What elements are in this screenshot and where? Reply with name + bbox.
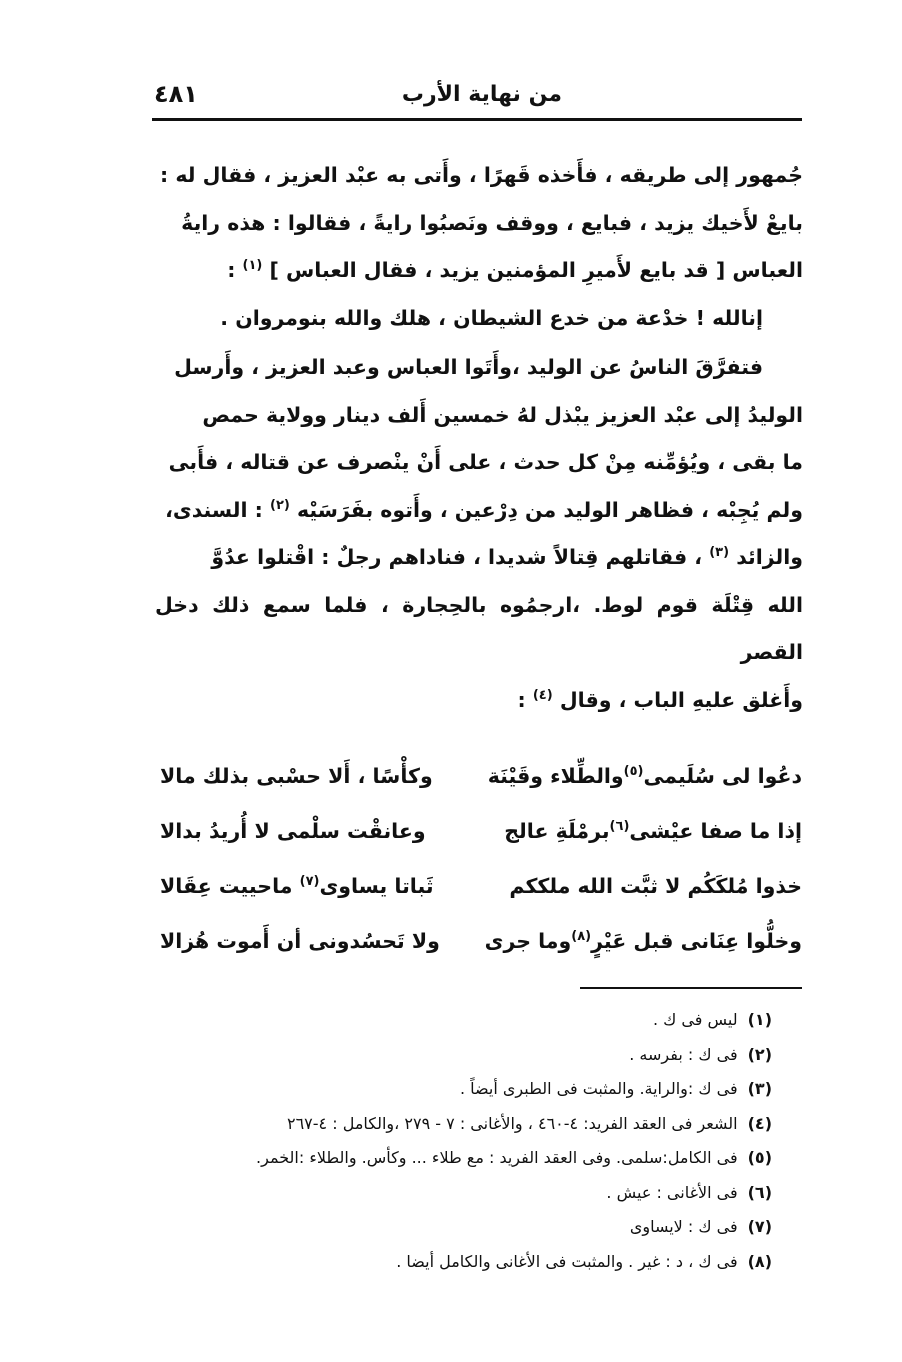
- footnote-ref: (٥): [623, 763, 644, 779]
- footnote-text: فى ك : لايساوى: [629, 1217, 738, 1236]
- running-title: من نهاية الأرب: [401, 82, 562, 107]
- paragraph-continuation: [155, 392, 803, 725]
- footnote-ref: (٧): [299, 873, 320, 889]
- first-hemistich: [485, 929, 802, 953]
- first-hemistich: خذوا مُلكَكُم لا ثبَّت الله ملككم: [509, 873, 802, 898]
- footnote: [160, 1210, 772, 1245]
- text-line: :: [517, 687, 526, 712]
- footnote-number: (٧): [747, 1217, 772, 1236]
- footnote-text: فى ك ، د : غير . والمثبت فى الأغانى والكامل أيضا .: [396, 1251, 738, 1271]
- footnote-number: (٨): [747, 1251, 772, 1271]
- poem-verse: [160, 803, 802, 858]
- second-hemistich: وعانقْت سلْمى لا أُريدُ بدالا: [160, 818, 426, 843]
- hemistich-text: ثَباتا يساوى: [319, 873, 434, 898]
- footnote-ref: (٨): [571, 928, 592, 944]
- footnote-number: (١): [747, 1010, 772, 1029]
- footnote-number: (٦): [747, 1182, 772, 1202]
- footnote-ref: (٤): [532, 687, 553, 703]
- text-line: فتفرَّقَ الناسُ عن الوليد ،وأَتَوا العباس وعبد العزيز ، وأَرسل: [174, 355, 763, 379]
- text-line: بايعْ لأَخيك يزيد ، فبايع ، ووقف ونَصبُوا رايةً ، فقالوا : هذه رايةُ: [181, 210, 803, 235]
- footnote-divider: [580, 987, 802, 989]
- poem: [160, 748, 802, 968]
- footnote: [160, 1107, 772, 1142]
- first-hemistich: [488, 764, 802, 788]
- hemistich-text: وما جرى: [484, 928, 572, 953]
- quote-line: [155, 295, 803, 343]
- footnote-ref: (١): [242, 258, 263, 274]
- footnote-text: فى الكامل:سلمى. وفى العقد الفريد : مع طلاء ... وكأس. والطلاء :الخمر.: [256, 1148, 738, 1167]
- text-line: :: [227, 258, 236, 282]
- hemistich-text: ماحييت عِقَالا: [160, 873, 293, 898]
- hemistich-text: دعُوا لى سُلَيمى: [643, 763, 802, 788]
- footnote: [160, 1038, 772, 1073]
- footnote-number: (٥): [747, 1148, 772, 1167]
- hemistich-text: وخلُّوا عِنَانى قبل عَيْرٍ: [591, 928, 802, 953]
- paragraph: [155, 344, 803, 392]
- paragraph: [155, 152, 803, 295]
- poem-verse: [160, 858, 802, 913]
- text-line: ما بقى ، ويُؤمِّنه مِنْ كل حدث ، على أَنْ ينْصرف عن قتاله ، فأَبى: [168, 450, 803, 474]
- footnote: [160, 1003, 772, 1038]
- footnote-ref: (٢): [270, 497, 290, 513]
- footnote-text: فى الأغانى : عيش .: [606, 1182, 738, 1202]
- footnote-number: (٣): [747, 1079, 772, 1098]
- hemistich-text: والطِّلاء وقَيْنَة: [487, 763, 624, 788]
- text-line: الله قِتْلَة قوم لوط. ،ارجمُوه بالحِجارة ، فلما سمع ذلك دخل القصر: [155, 592, 803, 664]
- text-line: ، فقاتلهم قِتالاً شديدا ، فناداهم رجلٌ : اقْتلوا عدُوَّ: [211, 545, 703, 569]
- footnote-ref: (٦): [609, 818, 630, 834]
- text-line: ولم يُجِبْه ، فظاهر الوليد من دِرْعين ، وأَتوه بفَرَسَيْه: [296, 497, 803, 522]
- hemistich-text: إذا ما صفا عيْشى: [629, 818, 802, 843]
- footnote-text: الشعر فى العقد الفريد: ٤-٤٦٠ ، والأغانى : ٧ - ٢٧٩ ،والكامل : ٤-٢٦٧: [286, 1113, 738, 1133]
- second-hemistich: [160, 874, 434, 898]
- text-line: وأَغلق عليهِ الباب ، وقال: [559, 687, 803, 712]
- poem-verse: [160, 748, 802, 803]
- footnote: [160, 1176, 772, 1211]
- second-hemistich: ولا تَحسُدونى أن أَموت هُزالا: [160, 928, 440, 953]
- footnote-ref: (٣): [709, 545, 730, 561]
- first-hemistich: [504, 819, 802, 843]
- footnote: [160, 1245, 772, 1280]
- hemistich-text: برمْلَةِ عالج: [504, 818, 610, 843]
- main-text: [155, 152, 803, 724]
- footnote-number: (٤): [747, 1113, 772, 1133]
- footnote-text: ليس فى ك .: [652, 1010, 738, 1029]
- second-hemistich: وكأْسًا ، أَلا حسْبى بذلك مالا: [160, 763, 433, 788]
- footnotes: [160, 1003, 772, 1279]
- footnote-text: فى ك :والراية. والمثبت فى الطبرى أيضاً .: [460, 1079, 738, 1098]
- page-number: ٤٨١: [154, 80, 198, 108]
- text-line: إنالله ! خدْعة من خدع الشيطان ، هلك والله بنومروان .: [220, 305, 763, 330]
- text-line: والزائد: [736, 545, 803, 569]
- text-line: الوليدُ إلى عبْد العزيز يبْذل لهُ خمسين أَلف دينار وولاية حمص: [202, 402, 803, 427]
- text-line: العباس [ قد بايع لأَميرِ المؤمنين يزيد ، فقال العباس ]: [269, 258, 803, 282]
- footnote-text: فى ك : بفرسه .: [629, 1044, 738, 1064]
- poem-verse: [160, 913, 802, 968]
- page-header: [152, 78, 802, 121]
- text-line: جُمهور إلى طريقه ، فأَخذه قَهرًا ، وأَتى به عبْد العزيز ، فقال له :: [159, 163, 803, 187]
- footnote-number: (٢): [747, 1044, 772, 1064]
- footnote: [160, 1141, 772, 1176]
- footnote: [160, 1072, 772, 1107]
- text-line: : السندى،: [165, 497, 263, 522]
